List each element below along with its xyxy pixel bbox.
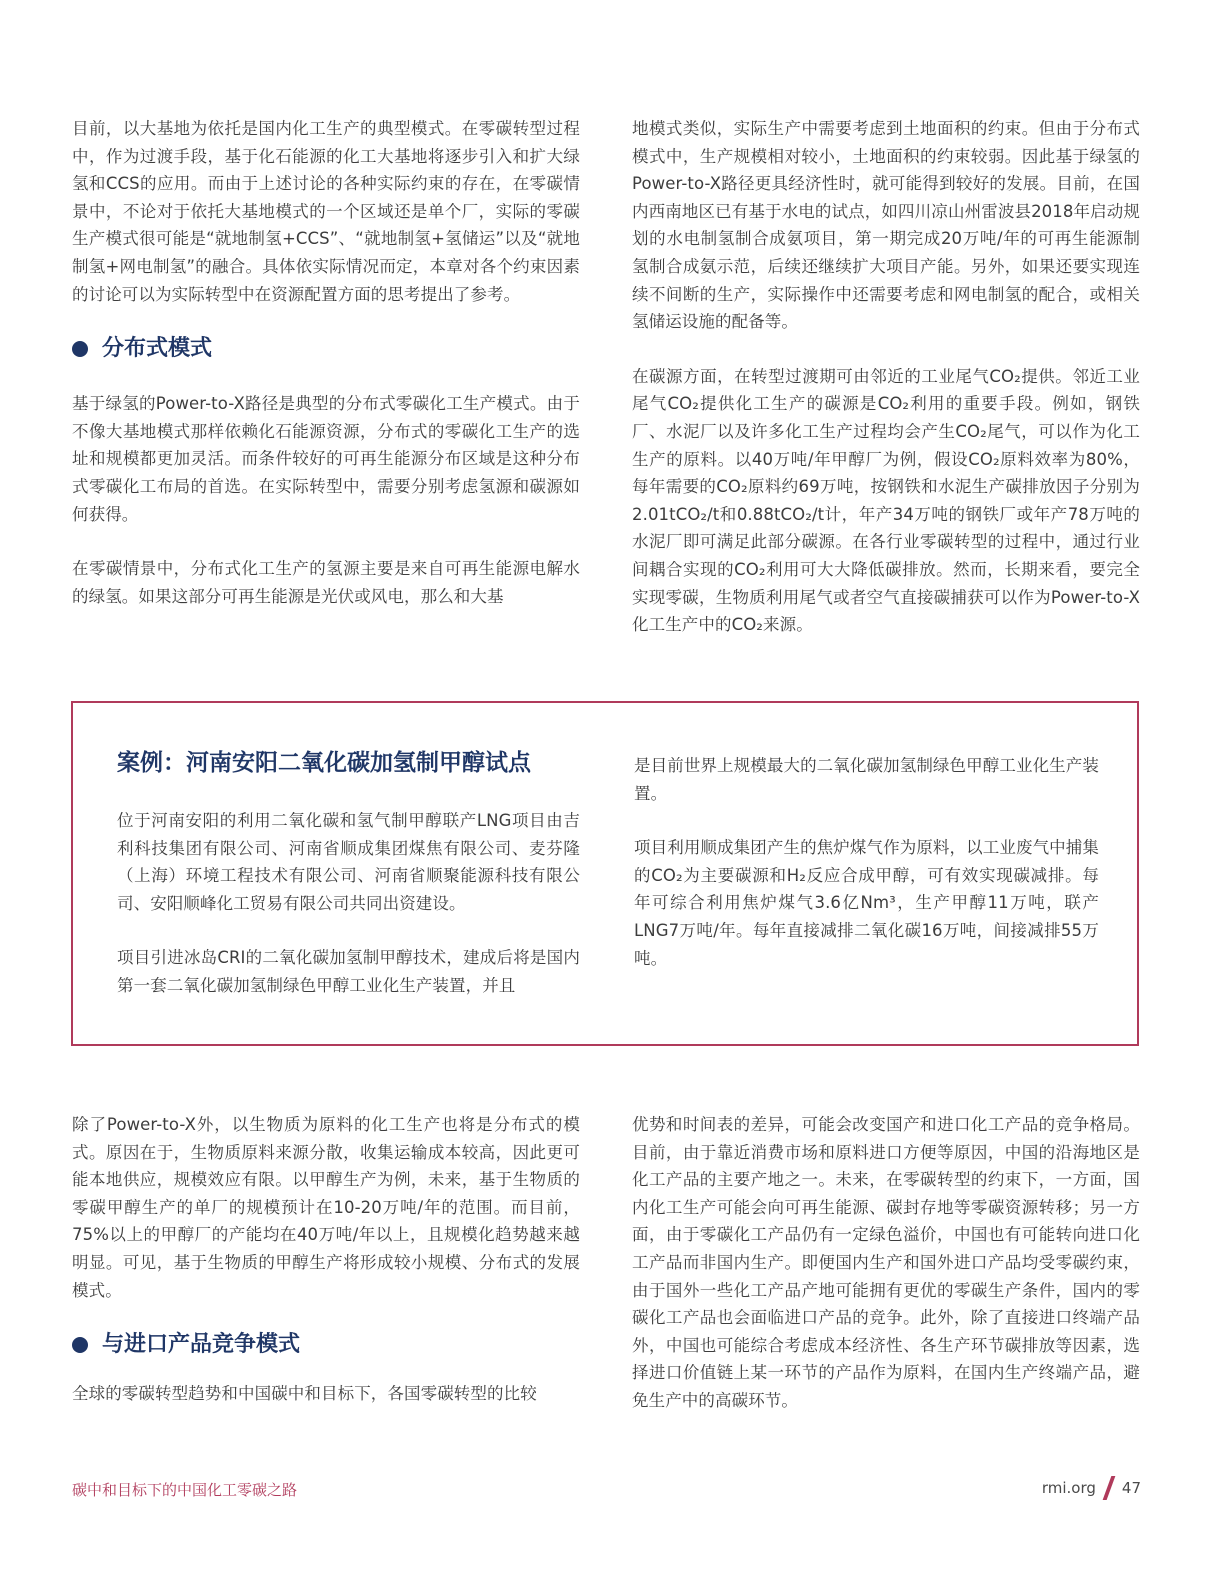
right-column-bottom bbox=[632, 1111, 1140, 1415]
case-paragraph: 项目利用顺成集团产生的焦炉煤气作为原料，以工业废气中捕集的CO₂为主要碳源和H₂反应合成甲醇，可有效实现碳减排。每年可综合利用焦炉煤气3.6亿Nm³，生产甲醇11万吨，联产LNG7万吨/年。每年直接减排二氧化碳16万吨，间接减排55万吨。 bbox=[634, 838, 1099, 968]
paragraph: 基于绿氢的Power-to-X路径是典型的分布式零碳化工生产模式。由于不像大基地模式那样依赖化石能源资源，分布式的零碳化工生产的选址和规模都更加灵活。而条件较好的可再生能源分布区域是这种分布式零碳化工布局的首选。在实际转型中，需要分别考虑氢源和碳源如何获得。 bbox=[72, 394, 580, 524]
paragraph: 地模式类似，实际生产中需要考虑到土地面积的约束。但由于分布式模式中，生产规模相对较小，土地面积的约束较弱。因此基于绿氢的Power-to-X路径更具经济性时，就可能得到较好的发展。目前，在国内西南地区已有基于水电的试点，如四川凉山州雷波县2018年启动规划的水电制氢制合成氨项目，第一期完成20万吨/年的可再生能源制氢制合成氨示范，后续还继续扩大项目产能。另外，如果还要实现连续不间断的生产，实际操作中还需要考虑和网电制氢的配合，或相关氢储运设施的配备等。 bbox=[632, 119, 1140, 332]
case-study-title: 案例：河南安阳二氧化碳加氢制甲醇试点 bbox=[117, 750, 531, 776]
section-heading-distributed bbox=[72, 334, 580, 364]
case-right-column bbox=[634, 752, 1099, 972]
slash-divider-icon bbox=[1102, 1476, 1116, 1500]
bullet-dot-icon bbox=[72, 341, 88, 357]
paragraph: 全球的零碳转型趋势和中国碳中和目标下，各国零碳转型的比较 bbox=[72, 1384, 537, 1404]
case-paragraph: 是目前世界上规模最大的二氧化碳加氢制绿色甲醇工业化生产装置。 bbox=[634, 756, 1099, 803]
paragraph: 除了Power-to-X外，以生物质为原料的化工生产也将是分布式的模式。原因在于，生物质原料来源分散，收集运输成本较高，因此更可能本地供应，规模效应有限。以甲醇生产为例，未来，基于生物质的零碳甲醇生产的单厂的规模预计在10-20万吨/年的范围。而目前，75%以上的甲醇厂的产能均在40万吨/年以上，且规模化趋势越来越明显。可见，基于生物质的甲醇生产将形成较小规模、分布式的发展模式。 bbox=[72, 1115, 580, 1300]
section-heading-text: 分布式模式 bbox=[102, 336, 213, 362]
footer-site-link[interactable]: rmi.org bbox=[1041, 1479, 1096, 1497]
page-number: 47 bbox=[1121, 1479, 1141, 1497]
section-heading-text: 与进口产品竞争模式 bbox=[102, 1332, 301, 1358]
paragraph: 优势和时间表的差异，可能会改变国产和进口化工产品的竞争格局。目前，由于靠近消费市场和原料进口方便等原因，中国的沿海地区是化工产品的主要产地之一。未来，在零碳转型的约束下，一方面，国内化工生产可能会向可再生能源、碳封存地等零碳资源转移；另一方面，由于零碳化工产品仍有一定绿色溢价，中国也有可能转向进口化工产品而非国内生产。即便国内生产和国外进口产品均受零碳约束，由于国外一些化工产品产地可能拥有更优的零碳生产条件，国内的零碳化工产品也会面临进口产品的竞争。此外，除了直接进口终端产品外，中国也可能综合考虑成本经济性、各生产环节碳排放等因素，选择进口价值链上某一环节的产品作为原料，在国内生产终端产品，避免生产中的高碳环节。 bbox=[632, 1115, 1140, 1410]
left-column-top bbox=[72, 115, 580, 610]
right-column-top bbox=[632, 115, 1140, 639]
paragraph: 目前，以大基地为依托是国内化工生产的典型模式。在零碳转型过程中，作为过渡手段，基于化石能源的化工大基地将逐步引入和扩大绿氢和CCS的应用。而由于上述讨论的各种实际约束的存在，在零碳情景中，不论对于依托大基地模式的一个区域还是单个厂，实际的零碳生产模式很可能是“就地制氢+CCS”、“就地制氢+氢储运”以及“就地制氢+网电制氢”的融合。具体依实际情况而定，本章对各个约束因素的讨论可以为实际转型中在资源配置方面的思考提出了参考。 bbox=[72, 119, 580, 304]
case-paragraph: 项目引进冰岛CRI的二氧化碳加氢制甲醇技术，建成后将是国内第一套二氧化碳加氢制绿色甲醇工业化生产装置，并且 bbox=[117, 948, 580, 995]
case-paragraph: 位于河南安阳的利用二氧化碳和氢气制甲醇联产LNG项目由吉利科技集团有限公司、河南省顺成集团煤焦有限公司、麦芬隆（上海）环境工程技术有限公司、河南省顺聚能源科技有限公司、安阳顺峰化工贸易有限公司共同出资建设。 bbox=[117, 811, 580, 913]
case-left-column bbox=[117, 807, 580, 1000]
paragraph: 在碳源方面，在转型过渡期可由邻近的工业尾气CO₂提供。邻近工业尾气CO₂提供化工生产的碳源是CO₂利用的重要手段。例如，钢铁厂、水泥厂以及许多化工生产过程均会产生CO₂尾气，可以作为化工生产的原料。以40万吨/年甲醇厂为例，假设CO₂原料效率为80%，每年需要的CO₂原料约69万吨，按钢铁和水泥生产碳排放因子分别为2.01tCO₂/t和0.88tCO₂/t计，年产34万吨的钢铁厂或年产78万吨的水泥厂即可满足此部分碳源。在各行业零碳转型的过程中，通过行业间耦合实现的CO₂利用可大大降低碳排放。然而，长期来看，要完全实现零碳，生物质利用尾气或者空气直接碳捕获可以作为Power-to-X化工生产中的CO₂来源。 bbox=[632, 366, 1140, 635]
section-heading-import-competition bbox=[72, 1330, 580, 1360]
bullet-dot-icon bbox=[72, 1337, 88, 1353]
paragraph: 在零碳情景中，分布式化工生产的氢源主要是来自可再生能源电解水的绿氢。如果这部分可再生能源是光伏或风电，那么和大基 bbox=[72, 559, 580, 606]
footer-title: 碳中和目标下的中国化工零碳之路 bbox=[72, 1481, 298, 1499]
footer-page-info bbox=[1042, 1476, 1141, 1500]
left-column-bottom bbox=[72, 1111, 580, 1408]
